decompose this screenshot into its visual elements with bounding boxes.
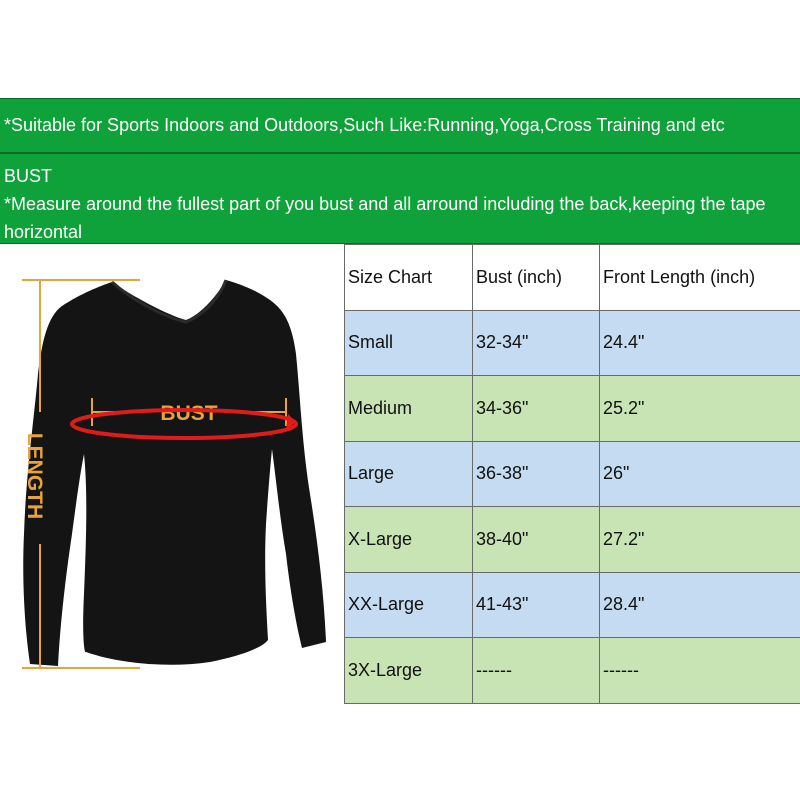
table-row [345,310,800,376]
front-length-cell: 27.2" [600,507,800,573]
size-cell: 3X-Large [345,638,473,704]
bust-label: BUST [160,402,218,425]
size-cell: Small [345,310,473,376]
front-length-cell: 24.4" [600,310,800,376]
bust-cell: 32-34" [473,310,600,376]
size-cell: X-Large [345,507,473,573]
suitability-text: *Suitable for Sports Indoors and Outdoors,Such Like:Running,Yoga,Cross Training and etc [4,115,725,135]
bust-heading: BUST [4,166,53,186]
table-row [345,441,800,507]
bust-cell: 34-36" [473,376,600,442]
table-row [345,376,800,442]
table-row [345,572,800,638]
front-length-cell: ------ [600,638,800,704]
shirt-illustration [0,244,344,800]
size-chart-table [344,244,800,704]
size-cell: Medium [345,376,473,442]
bust-cell: 36-38" [473,441,600,507]
size-cell: Large [345,441,473,507]
size-cell: XX-Large [345,572,473,638]
suitability-banner [0,98,800,153]
table-header-row [345,245,800,311]
bust-cell: 38-40" [473,507,600,573]
front-length-cell: 26" [600,441,800,507]
header-front-length: Front Length (inch) [600,245,800,311]
table-row [345,638,800,704]
product-image [0,244,344,800]
header-size: Size Chart [345,245,473,311]
front-length-cell: 25.2" [600,376,800,442]
header-bust: Bust (inch) [473,245,600,311]
front-length-cell: 28.4" [600,572,800,638]
table-row [345,507,800,573]
length-label: LENGTH [23,432,46,520]
bust-instruction-text: *Measure around the fullest part of you bust and all arround including the back,keeping the tape horizontal [4,194,766,242]
bust-cell: 41-43" [473,572,600,638]
shirt-shape [23,280,326,666]
bust-cell: ------ [473,638,600,704]
bust-instructions-banner [0,153,800,244]
